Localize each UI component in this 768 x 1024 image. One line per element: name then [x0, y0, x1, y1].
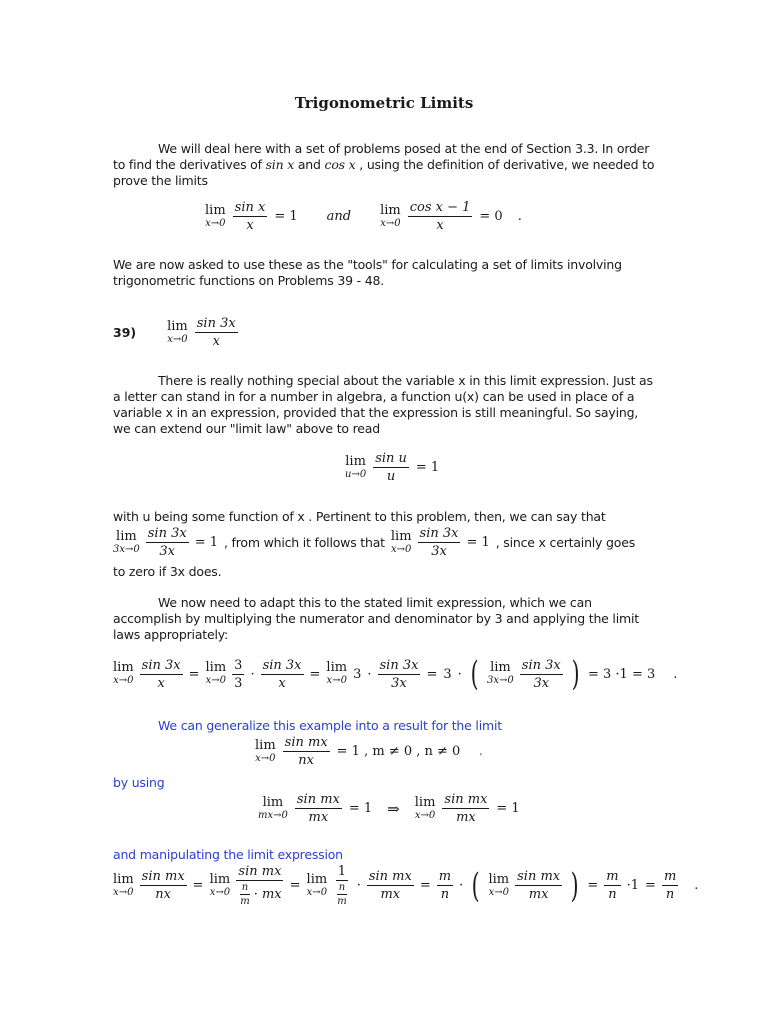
variable-paragraph: There is really nothing special about the variable x in this limit expression. Just as a letter can stand in for a number in algebra, a function u(x) can be used in place of a variable x in an expression, provided that the expression is still meaningful. So saying, we can extend our "limit law" above to read — [113, 373, 653, 436]
fraction-sinmx-over-mx: $\frac{\text{sin mx}}{mx}$ — [444, 792, 488, 825]
equals-one: = 1 — [194, 535, 218, 550]
general-conditions: = 1 , m ≠ 0 , n ≠ 0 — [336, 744, 461, 759]
tools-paragraph: We are now asked to use these as the "tools" for calculating a set of limits involving trigonometric functions on Problems 39 - 48. — [113, 257, 622, 288]
equals: = — [645, 878, 656, 893]
fraction-m-over-n: $\frac{m}{n}$ — [606, 869, 619, 902]
fraction-sinmx-over-mx: $\frac{\text{sin mx}}{mx}$ — [296, 792, 340, 825]
limit-operator: lim 3x→0 — [487, 660, 514, 686]
page-title: Trigonometric Limits — [294, 94, 474, 112]
problem-39 — [113, 316, 238, 349]
equals-one: = 1 — [348, 801, 373, 816]
period: . — [694, 878, 699, 893]
and-word: and — [326, 209, 352, 224]
limit-operator: lim x→0 — [167, 318, 188, 345]
fraction-sin3x-over-3x: $\frac{\sin 3x}{3x}$ — [521, 657, 561, 691]
manipulating-line: and manipulating the limit expression — [113, 847, 343, 862]
limit-operator: lim x→0 — [205, 202, 226, 229]
period: . — [673, 666, 678, 682]
dot: · — [457, 666, 462, 682]
times-one: ·1 — [626, 878, 640, 893]
equals: = — [188, 666, 200, 682]
fraction-m-over-n: $\frac{m}{n}$ — [438, 869, 452, 902]
fraction-sinx-over-x: $\frac{\text{sin x}}{x}$ — [234, 200, 266, 233]
fraction-3-over-3: $\frac{3}{3}$ — [234, 657, 243, 691]
generalize-line: We can generalize this example into a result for the limit — [158, 718, 502, 733]
fraction-sin3x-over-x: $\frac{\sin 3x}{x}$ — [262, 657, 302, 691]
final-equation — [113, 864, 698, 907]
fraction-one-over-n-over-m: $\frac{1}{\frac{n}{m}}$ — [337, 864, 347, 907]
equals: = — [587, 878, 599, 893]
dot: · — [367, 666, 372, 682]
equals-zero: = 0 — [479, 209, 503, 224]
fraction-sinmx-over-mx: $\frac{\text{sin mx}}{mx}$ — [517, 869, 561, 902]
cos-x-inline: cos x — [324, 157, 356, 172]
limit-operator: lim x→0 — [414, 794, 436, 821]
dot: · — [356, 878, 361, 893]
pertinent-equations — [113, 526, 635, 559]
fraction-sinmx-over-nmx: sin mx $\frac{n}{m}$ · mx — [238, 864, 282, 907]
fraction-sinmx-over-nx: $\frac{\text{sin mx}}{nx}$ — [284, 735, 328, 768]
intro-text-a: We will deal here with a set of problems posed at the end of Section 3.3. In order to find the derivatives of — [113, 141, 650, 172]
left-paren: ( — [471, 865, 480, 906]
equals-one: = 1 — [415, 460, 440, 475]
basic-limits-equation — [205, 200, 522, 233]
left-paren: ( — [470, 654, 479, 694]
fraction-sin3x-over-x: $\frac{\sin 3x}{x}$ — [141, 657, 181, 691]
dot: · — [250, 666, 255, 682]
limit-operator: lim x→0 — [209, 871, 231, 898]
dot: · — [459, 878, 464, 893]
limit-operator: lim x→0 — [326, 660, 348, 686]
fraction-m-over-n: $\frac{m}{n}$ — [663, 869, 677, 902]
limit-operator: lim x→0 — [205, 660, 227, 686]
fraction-sin3x-over-x: $\frac{\sin 3x}{x}$ — [196, 316, 236, 349]
general-limit-equation — [255, 735, 483, 768]
fraction-sinu-over-u: $\frac{\text{sin u}}{u}$ — [375, 451, 407, 484]
u-limit-equation — [345, 451, 439, 484]
pertinent-line: with u being some function of x . Pertinent to this problem, then, we can say that — [113, 509, 606, 524]
intro-paragraph — [113, 141, 658, 189]
fraction-sinmx-over-mx: $\frac{\text{sin mx}}{mx}$ — [368, 869, 412, 902]
to-zero-line: to zero if 3x does. — [113, 564, 222, 579]
equals-one: = 1 — [274, 209, 298, 224]
limit-operator: lim u→0 — [345, 453, 367, 480]
intro-and: and — [294, 157, 325, 172]
period: . — [517, 209, 522, 224]
right-paren: ) — [570, 865, 579, 906]
adapt-paragraph: We now need to adapt this to the stated limit expression, which we can accomplish by multiplying the numerator and denominator by 3 and applying the limit laws appropriately: — [113, 595, 639, 642]
three: 3 — [443, 666, 452, 682]
fraction-sin3x-over-3x: $\frac{\sin 3x}{3x}$ — [379, 657, 419, 691]
limit-operator: lim x→0 — [113, 660, 134, 686]
equals: = — [426, 666, 438, 682]
by-using-line: by using — [113, 775, 165, 790]
since-text: , since x certainly goes — [495, 534, 636, 550]
fraction-sin3x-over-3x: $\frac{\sin 3x}{3x}$ — [419, 526, 459, 559]
by-using-equation — [258, 792, 520, 825]
fraction-cosx-minus-one-over-x: $\frac{\text{cos x − 1}}{x}$ — [409, 200, 471, 233]
limit-operator: lim x→0 — [113, 871, 134, 898]
equals: = — [192, 878, 204, 893]
equals: = — [419, 878, 431, 893]
intro-text-b: , using the definition of derivative, we needed to prove the limits — [113, 157, 655, 188]
limit-operator: lim x→0 — [255, 737, 276, 764]
chain-result: = 3 ·1 = 3 — [587, 666, 656, 682]
fraction-sin3x-over-3x: $\frac{\sin 3x}{3x}$ — [147, 526, 187, 559]
fraction-sinmx-over-nx: $\frac{\text{sin mx}}{nx}$ — [141, 869, 185, 902]
implies-arrow: ⇒ — [387, 799, 400, 818]
limit-operator: lim x→0 — [488, 871, 510, 898]
limit-operator: lim 3x→0 — [113, 528, 140, 555]
chain-equation — [113, 654, 678, 694]
equals-one: = 1 — [496, 801, 520, 816]
limit-operator: lim mx→0 — [258, 794, 288, 821]
equals: = — [309, 666, 321, 682]
right-paren: ) — [571, 654, 580, 694]
equals: = — [289, 878, 301, 893]
three: 3 — [353, 666, 362, 682]
equals-one: = 1 — [466, 535, 490, 550]
limit-operator: lim x→0 — [390, 528, 412, 555]
sin-x-inline: sin x — [265, 157, 295, 172]
follows-text: , from which it follows that — [223, 534, 385, 550]
comma-mark: , — [479, 746, 483, 757]
limit-operator: lim x→0 — [306, 871, 328, 898]
limit-operator: lim x→0 — [380, 202, 401, 229]
problem-number: 39) — [113, 325, 137, 340]
